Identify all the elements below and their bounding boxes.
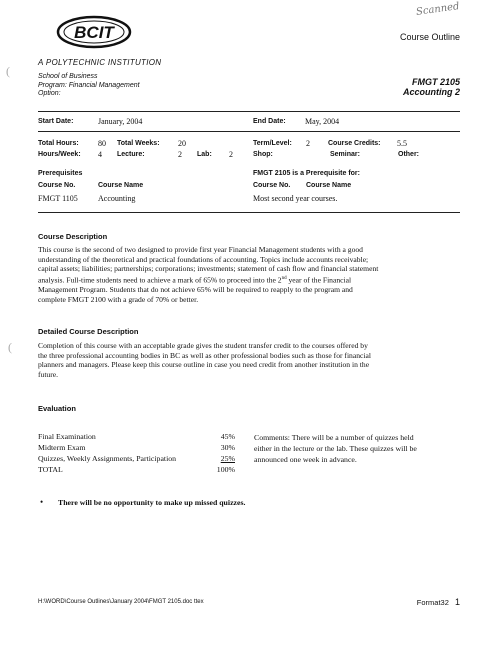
credits-label: Course Credits: (328, 140, 381, 147)
other-label: Other: (398, 151, 419, 158)
divider (38, 131, 460, 132)
margin-mark: ( (6, 64, 10, 78)
superscript: nd (281, 275, 287, 281)
prereq-course-no-label: Course No. (38, 182, 76, 189)
lab-label: Lab: (197, 151, 212, 158)
course-title: Accounting 2 (402, 87, 460, 97)
detailed-description-heading: Detailed Course Description (38, 327, 139, 336)
eval-weight: 30% (220, 443, 235, 452)
detailed-line: future. (38, 369, 59, 379)
detailed-line: planners and managers. Please keep this course outline in case you need credit from another institution in the (38, 360, 370, 370)
scanned-stamp: Scanned (415, 1, 461, 18)
description-line (38, 274, 468, 285)
eval-weight: 45% (220, 432, 235, 441)
eval-total-weight: 100% (216, 465, 235, 474)
lab-value: 2 (229, 150, 233, 159)
margin-mark: ( (8, 340, 12, 354)
comment-line: either in the lecture or the lab. These quizzes will be (254, 444, 417, 453)
option-label: Option: (38, 90, 61, 97)
detailed-description-text (38, 341, 468, 379)
hours-week-value: 4 (98, 150, 102, 159)
is-prereq-heading: FMGT 2105 is a Prerequisite for: (253, 170, 360, 177)
divider (38, 111, 460, 112)
description-line: complete FMGT 2100 with a grade of 70% or better. (38, 294, 199, 304)
eval-item: Final Examination (38, 432, 96, 441)
course-description-text (38, 245, 468, 304)
missed-quizzes-note: There will be no opportunity to make up missed quizzes. (58, 498, 246, 507)
total-hours-label: Total Hours: (38, 140, 79, 147)
description-line: capital assets; liabilities; partnerships; corporations; investments; statement of cash flow and financial statement (38, 264, 379, 274)
prereq-course-name-label: Course Name (98, 182, 144, 189)
is-prereq-text: Most second year courses. (253, 194, 338, 203)
detailed-line: the three professional accounting bodies in BC as well as other professional bodies such as those for financial (38, 350, 371, 360)
school-name: School of Business (38, 73, 98, 80)
program-name: Program: Financial Management (38, 81, 140, 89)
credits-value: 5.5 (397, 139, 407, 148)
bullet-icon: • (40, 497, 44, 507)
bcit-logo-mark (56, 14, 132, 50)
eval-total-label: TOTAL (38, 465, 63, 474)
start-date-value: January, 2004 (98, 117, 143, 126)
description-line: understanding of the theoretical and practical foundations of accounting. Topics include accounts receivable; (38, 254, 369, 264)
description-line-part: analysis. Full-time students need to achieve a mark of 65% to proceed into the 2 (38, 275, 282, 285)
footer-file-path: H:\WORD\Course Outlines\January 2004\FMGT 2105.doc ttex (38, 599, 204, 605)
eval-item: Midterm Exam (38, 443, 86, 452)
page-number: 1 (454, 597, 460, 607)
is-prereq-course-no-label: Course No. (253, 182, 291, 189)
eval-comments (254, 432, 417, 465)
description-line: Management Program. Students that do not achieve 65% will be required to reapply to the program and (38, 284, 353, 294)
start-date-label: Start Date: (38, 118, 74, 125)
format-code: Format32 (416, 598, 449, 607)
total-weeks-label: Total Weeks: (117, 140, 160, 147)
eval-item: Quizzes, Weekly Assignments, Participation (38, 454, 177, 463)
term-value: 2 (306, 139, 310, 148)
lecture-label: Lecture: (117, 151, 145, 158)
logo-text: BCIT (74, 23, 114, 42)
term-label: Term/Level: (253, 140, 292, 147)
school-info (38, 73, 140, 99)
doc-title: Course Outline (399, 32, 460, 42)
course-code: FMGT 2105 (411, 77, 460, 87)
end-date-value: May, 2004 (305, 117, 340, 126)
page-footer (417, 597, 460, 607)
total-weeks-value: 20 (178, 139, 186, 148)
evaluation-heading: Evaluation (38, 404, 76, 413)
prereq-heading: Prerequisites (38, 170, 83, 177)
total-hours-value: 80 (98, 139, 106, 148)
prereq-course-no: FMGT 1105 (38, 194, 78, 203)
institution-tagline: A POLYTECHNIC INSTITUTION (38, 58, 162, 67)
prereq-course-name: Accounting (98, 194, 136, 203)
shop-label: Shop: (253, 151, 273, 158)
end-date-label: End Date: (253, 118, 286, 125)
divider (38, 212, 460, 213)
comment-line: announced one week in advance. (254, 455, 357, 464)
lecture-value: 2 (178, 150, 182, 159)
course-description-heading: Course Description (38, 232, 108, 241)
hours-week-label: Hours/Week: (38, 151, 81, 158)
seminar-label: Seminar: (330, 151, 360, 158)
eval-weight: 25% (220, 454, 235, 463)
description-line: This course is the second of two designed to provide first year Financial Management students with a good (38, 245, 363, 254)
bcit-logo (56, 14, 132, 50)
course-id (403, 77, 460, 97)
detailed-line: Completion of this course with an acceptable grade gives the student transfer credit to the courses offered by (38, 341, 368, 350)
is-prereq-course-name-label: Course Name (306, 182, 352, 189)
description-line-part: year of the Financial (286, 275, 352, 285)
comment-line: Comments: There will be a number of quizzes held (254, 433, 414, 442)
